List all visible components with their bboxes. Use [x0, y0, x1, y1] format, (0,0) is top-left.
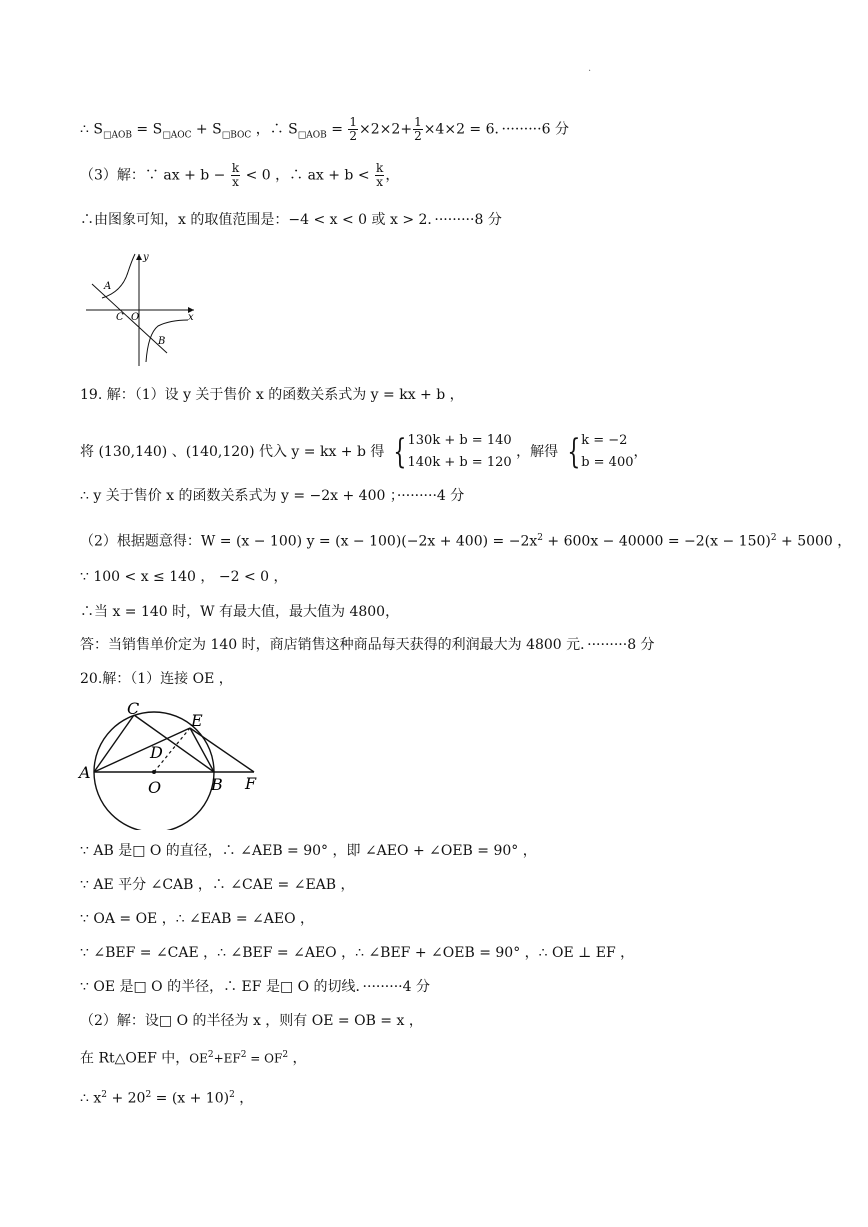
subscript: □BOC — [221, 130, 252, 141]
text: 将 (130,140) 、(140,120) 代入 y = kx + b 得 — [80, 444, 385, 460]
text: ∵ ax + b − — [144, 167, 230, 184]
text: ， — [234, 1090, 254, 1107]
q20-line-1: 20.解：（1）连接 OE ， — [80, 671, 233, 687]
text: ×4×2 = 6 — [423, 121, 495, 138]
graph-label-x: x — [188, 312, 194, 323]
range-line — [80, 210, 502, 230]
fraction: $\frac{1}{2}$ — [349, 115, 358, 143]
q19-line-3: ∴ y 关于售价 x 的函数关系式为 y = −2x + 400 ；·········4 分 — [80, 488, 465, 504]
text: ∴由图象可知，x 的取值范围是： — [80, 212, 289, 228]
text: ，解得 — [516, 444, 559, 460]
fig-label-b: B — [211, 775, 223, 794]
q20-line-3: ∵ AE 平分 ∠CAB ，∴ ∠CAE = ∠EAB ， — [80, 877, 355, 893]
text: +EF — [213, 1051, 241, 1066]
q20-line-5: ∵ ∠BEF = ∠CAE ，∴ ∠BEF = ∠AEO ，∴ ∠BEF + ∠OEB = 90° ，∴ OE ⊥ EF ， — [80, 945, 635, 961]
text: OE — [189, 1051, 208, 1066]
superscript: 2 — [145, 1090, 152, 1100]
q20-line-4: ∵ OA = OE ，∴ ∠EAB = ∠AEO ， — [80, 911, 315, 927]
superscript: 2 — [770, 533, 777, 543]
text: < 0 ，∴ ax + b < — [241, 167, 375, 184]
circle-figure — [76, 700, 266, 830]
superscript: 2 — [240, 1050, 247, 1060]
system-brace: { — [393, 432, 407, 472]
fraction: $\frac{k}{x}$ — [231, 161, 240, 189]
text: ∴ S — [80, 121, 103, 138]
text: ∴ x — [80, 1090, 102, 1107]
q20-line-9 — [80, 1085, 253, 1109]
text: 在 Rt△OEF 中， — [80, 1050, 190, 1067]
range-2: x > 2 — [389, 212, 428, 228]
q19-line-4 — [80, 528, 851, 552]
graph-label-o: O — [131, 312, 140, 323]
score-note: ．·········8 分 — [427, 212, 502, 228]
system-brace: { — [566, 432, 580, 472]
superscript: 2 — [229, 1090, 235, 1100]
subscript: □AOC — [162, 130, 192, 141]
q19-line-5: ∵ 100 < x ≤ 140 ， −2 < 0 ， — [80, 569, 288, 585]
solution-system: k = −2 b = 400 — [581, 433, 634, 470]
text: W = (x − 100) y = (x − 100)(−2x + 400) = −2x — [200, 533, 538, 550]
fig-label-o: O — [148, 778, 162, 797]
q19-line-7: 答：当销售单价定为 140 时，商店销售这种商品每天获得的利润最大为 4800 元．·········8 分 — [80, 637, 655, 653]
score-note: ．·········6 分 — [494, 121, 569, 138]
fraction: $\frac{1}{2}$ — [414, 115, 422, 143]
range-1: −4 < x < 0 — [288, 212, 368, 228]
equation-system: 130k + b = 140 140k + b = 120 — [407, 433, 512, 470]
superscript: 2 — [282, 1050, 289, 1060]
text: ×2×2+ — [359, 121, 413, 138]
fig-label-a: A — [79, 763, 91, 782]
graph-label-b: B — [158, 336, 166, 347]
q19-line-1: 19. 解：（1）设 y 关于售价 x 的函数关系式为 y = kx + b ， — [80, 387, 464, 403]
fig-label-f: F — [245, 774, 257, 793]
q20-line-6: ∵ OE 是□ O 的半径，∴ EF 是□ O 的切线．·········4 分 — [80, 979, 430, 995]
q19-line-2 — [80, 430, 647, 470]
text: ， — [288, 1050, 307, 1067]
fig-label-d: D — [150, 743, 163, 762]
fig-label-e: E — [191, 711, 203, 730]
text: = — [326, 121, 348, 138]
text: = S — [131, 121, 163, 138]
q20-line-8 — [80, 1045, 307, 1069]
graph-label-c: C — [116, 312, 124, 323]
text: = (x + 10) — [151, 1090, 230, 1107]
subscript: □AOB — [102, 130, 132, 141]
q20-line-2: ∵ AB 是□ O 的直径，∴ ∠AEB = 90° ，即 ∠AEO + ∠OEB = 90° ， — [80, 843, 537, 859]
superscript: 2 — [537, 533, 543, 543]
graph-label-a: A — [104, 281, 112, 292]
q20-line-7: （2）解：设□ O 的半径为 x ，则有 OE = OB = x ， — [80, 1013, 423, 1029]
part-label: （3）解： — [80, 167, 145, 184]
text: + S — [191, 121, 222, 138]
superscript: 2 — [101, 1090, 107, 1100]
text: 或 — [367, 212, 390, 228]
text: + 20 — [107, 1090, 146, 1107]
area-equation-line — [80, 116, 569, 145]
fraction: $\frac{k}{x}$ — [376, 161, 384, 189]
q19-line-6: ∴当 x = 140 时，W 有最大值，最大值为 4800， — [80, 604, 400, 620]
text: ， — [385, 167, 400, 184]
fig-label-c: C — [127, 700, 140, 718]
header-mark: · — [588, 66, 592, 77]
text: ，∴ S — [251, 121, 298, 138]
part3-line — [80, 162, 399, 189]
text: （2）根据题意得： — [80, 533, 201, 550]
text: ， — [633, 444, 648, 460]
graph-label-y: y — [143, 252, 149, 263]
text: = OF — [246, 1051, 283, 1066]
function-graph — [82, 248, 202, 370]
text: + 600x − 40000 = −2(x − 150) — [542, 533, 771, 550]
subscript: □AOB — [297, 130, 327, 141]
superscript: 2 — [207, 1050, 214, 1060]
text: + 5000 ， — [776, 533, 852, 550]
